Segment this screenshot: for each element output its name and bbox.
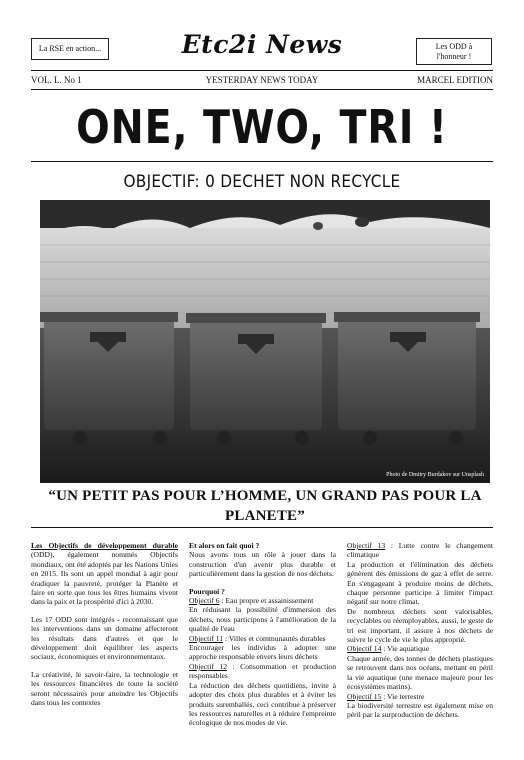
article-column-2 [189,541,336,728]
col1-paragraph-3: La créativité, le savoir-faire, la technologie et les ressources financières de toute la société seront nécessaires pour atteindre les Objectifs dans tous les contextes [31,669,178,708]
objective-6-heading [189,596,336,605]
ear-left-text: La RSE en action... [38,44,102,53]
objective-6-text: En réduisant la possibilité d'immersion des déchets, nous participons à l'amélioration de la qualité de l'eau [189,605,336,634]
col2-heading-2: Pourquoi ? [189,586,225,596]
objective-14-heading [347,644,493,653]
objective-13-text-2: De nombreux déchets sont valorisables, recyclables ou réemployables, aussi, le geste de tri est important, il assure à nos déchets de suivre le cycle de vie le plus approprié. [347,606,493,645]
quote-line-1: “UN PETIT PAS POUR L’HOMME, UN GRAND PAS POUR LA [48,488,482,504]
dateline-edition: MARCEL EDITION [417,75,493,85]
ear-right-line2: l'honneur ! [436,51,472,61]
objective-15-title: : Vie terrestre [381,691,425,701]
objective-12-text: La réduction des déchets quotidiens, invite à adopter des choix plus durables et à éviter les produits suremballés, ceci contribue à préserver les ressources naturelles et à réduire l'empreinte écologique de nos modes de vie. [189,680,336,728]
article-column-3 [347,541,493,720]
col1-paragraph-1 [31,541,178,607]
objective-15-label: Objectif 15 [347,691,382,701]
objective-11-heading [189,634,336,643]
objective-12-heading [189,662,336,681]
col2-paragraph-1: Nous avons tous un rôle à jouer dans la construction d'un avenir plus durable et particulièrement dans la gestion de nos déchets. [189,550,336,579]
dumpsters-illustration [40,200,490,483]
objective-11-title: : Villes et communautés durables [223,633,326,643]
dumpsters-photo [40,200,490,483]
objective-14-label: Objectif 14 [347,644,382,654]
objective-13-heading [347,541,493,560]
ear-left-box [31,38,109,60]
objective-13-label: Objectif 13 [347,541,386,550]
objective-13-title: : Lutte contre le changement climatique [347,541,493,560]
headline: ONE, TWO, TRI ! [76,100,448,154]
photo-credit: Photo de Dmitry Burdakov sur Unsplash [386,472,484,478]
col1-p1-text: (ODD), également nommés Objectifs mondiaux, ont été adoptés par les Nations Unies en 2015. Ils sont un appel mondial à agir pour éradiquer la pauvreté, protéger la Planète et faire en sorte que tous les êtres humains vivent dans la paix et la prospérité d'ici à 2030. [31,550,178,607]
headline-rule [31,161,493,162]
objective-13-text-1: La production et l'élimination des déchets génèrent des émissions de gaz à effet de serre. En s'engageant à produire moins de déchets, chaque personne participe à limiter l'impact négatif sur notre climat. [347,559,493,607]
sdg-term: Les Objectifs de développement durable [31,541,178,550]
objective-11-label: Objectif 11 [189,633,224,643]
col1-paragraph-2: Les 17 ODD sont intégrés - reconnaissant que les interventions dans un domaine affecteront les résultats dans d'autres et que le développement doit équilibrer les aspects sociaux, économiques et environnementaux. [31,614,178,662]
objective-14-title: : Vie aquatique [381,644,430,654]
dateline-volume: VOL. L. No 1 [31,75,82,85]
objective-11-text: Encourager les individus à adopter une approche responsable envers leurs déchets [189,643,336,662]
article-column-1 [31,541,178,708]
dateline-center: YESTERDAY NEWS TODAY [205,75,319,85]
col2-heading-1: Et alors on fait quoi ? [189,541,260,550]
objective-6-title: : Eau propre et assainissement [219,596,314,606]
objective-14-text: Chaque année, des tonnes de déchets plastiques se retrouvent dans nos océans, mettant en péril la vie aquatique (une menace majeure pour les écosystèmes marins). [347,653,493,692]
dateline-top-rule [31,70,493,71]
objective-15-heading [347,692,493,701]
dateline [31,74,493,86]
quote-line-2: PLANETE” [225,508,305,524]
ear-right-line1: Les ODD à [435,41,473,51]
pull-quote [40,486,490,526]
masthead-title: Etc2i News [181,30,343,59]
ear-right-box [416,38,492,65]
objective-15-text: La biodiversité terrestre est également mise en péril par la surproduction de déchets. [347,700,493,720]
subheadline: OBJECTIF: 0 DECHET NON RECYCLE [123,172,401,192]
dateline-bottom-rule [31,89,493,90]
objective-12-label: Objectif 12 [189,661,227,671]
objective-6-label: Objectif 6 [189,596,220,606]
objective-12-title: : Consommation et production responsables [189,661,336,681]
article-top-rule [31,527,493,528]
